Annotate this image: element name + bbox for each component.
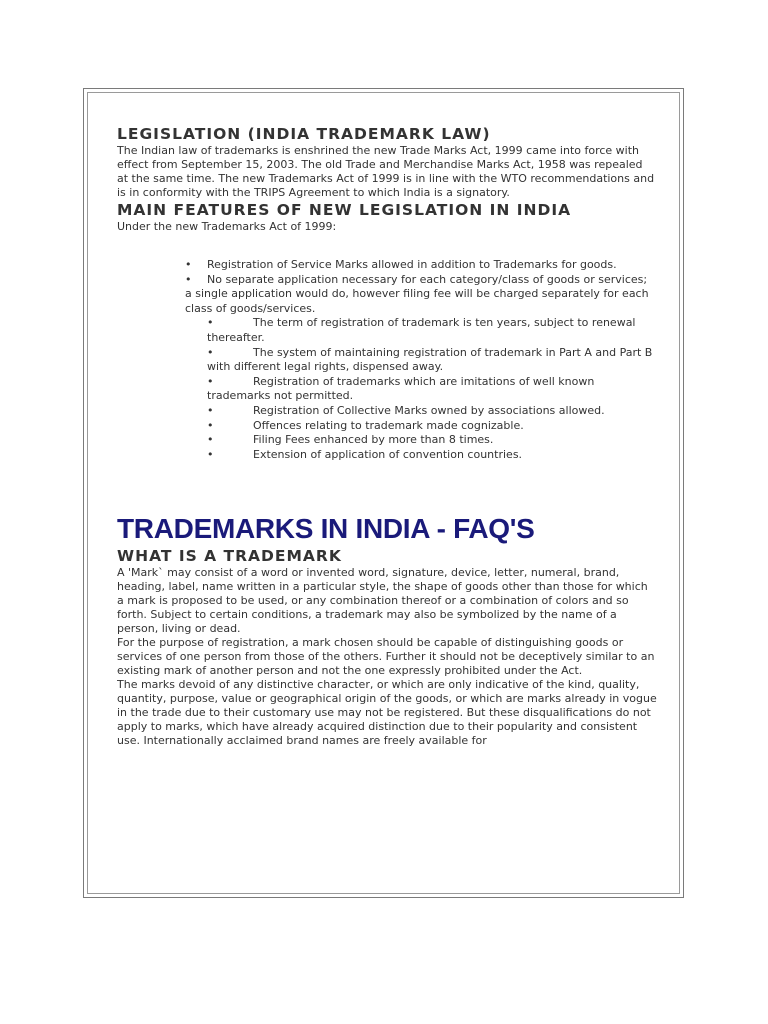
list-item-text: The term of registration of trademark is ten years, subject to renewal thereafter. <box>207 316 636 344</box>
legislation-paragraph: The Indian law of trademarks is enshrined the new Trade Marks Act, 1999 came into force with effect from September 15, 2003. The old Trade and Merchandise Marks Act, 1958 was repealed at the same time. The new Trademarks Act of 1999 is in line with the WTO recommendations and is in conformity with the TRIPS Agreement to which India is a signatory. <box>117 144 655 199</box>
features-intro: Under the new Trademarks Act of 1999: <box>117 220 337 233</box>
legislation-heading: LEGISLATION (INDIA TRADEMARK LAW) <box>117 125 491 143</box>
list-item <box>117 273 657 317</box>
list-item-text: No separate application necessary for each category/class of goods or services; a single application would do, however filing fee will be charged separately for each class of goods/services. <box>185 272 649 315</box>
bullet-icon: • <box>207 403 214 417</box>
list-item <box>117 316 657 345</box>
list-item-text: Registration of Service Marks allowed in addition to Trademarks for goods. <box>207 258 617 271</box>
faq-title: TRADEMARKS IN INDIA - FAQ'S <box>117 513 535 545</box>
bullet-icon: • <box>207 345 214 359</box>
bullet-icon: • <box>185 272 192 286</box>
list-item <box>117 258 657 273</box>
list-item <box>117 419 657 434</box>
bullet-icon: • <box>185 258 192 271</box>
bullet-icon: • <box>207 433 214 447</box>
registration-purpose-paragraph: For the purpose of registration, a mark chosen should be capable of distinguishing goods or services of one person from those of the others. Further it should not be deceptively similar to an existing mark of another person and not the one expressly prohibited under the Act. <box>117 636 655 678</box>
mark-definition-paragraph: A 'Mark` may consist of a word or invented word, signature, device, letter, numeral, brand, heading, label, name written in a particular style, the shape of goods other than those for which a mark is proposed to be used, or any combination thereof or a combination of colors and so forth. Subject to certain conditions, a trademark may also be symbolized by the name of a person, living or dead. <box>117 566 648 636</box>
bullet-icon: • <box>207 447 214 461</box>
features-heading: MAIN FEATURES OF NEW LEGISLATION IN INDIA <box>117 201 572 219</box>
list-item-text: Registration of Collective Marks owned by associations allowed. <box>253 403 605 417</box>
list-item-text: Registration of trademarks which are imitations of well known trademarks not permitted. <box>207 374 595 403</box>
list-item-text: Filing Fees enhanced by more than 8 times. <box>253 433 494 447</box>
list-item <box>117 346 657 375</box>
list-item <box>117 448 657 463</box>
list-item-text: Offences relating to trademark made cognizable. <box>253 418 524 432</box>
bullet-icon: • <box>207 316 214 330</box>
document-content <box>117 124 657 864</box>
list-item <box>117 375 657 404</box>
list-item-text: The system of maintaining registration of trademark in Part A and Part B with different legal rights, dispensed away. <box>207 345 653 374</box>
bullet-icon: • <box>207 374 214 388</box>
non-distinctive-marks-paragraph: The marks devoid of any distinctive character, or which are only indicative of the kind, quality, quantity, purpose, value or geographical origin of the goods, or which are marks already in vogue in the trade due to their customary use may not be registered. But these disqualifications do not apply to marks, which have already acquired distinction due to their popularity and consistent use. Internationally acclaimed brand names are freely available for <box>117 678 657 748</box>
list-item-text: Extension of application of convention countries. <box>253 447 523 461</box>
what-is-trademark-heading: WHAT IS A TRADEMARK <box>117 547 342 566</box>
bullet-icon: • <box>207 418 214 432</box>
list-item <box>117 404 657 419</box>
list-item <box>117 433 657 448</box>
features-list <box>117 258 657 462</box>
